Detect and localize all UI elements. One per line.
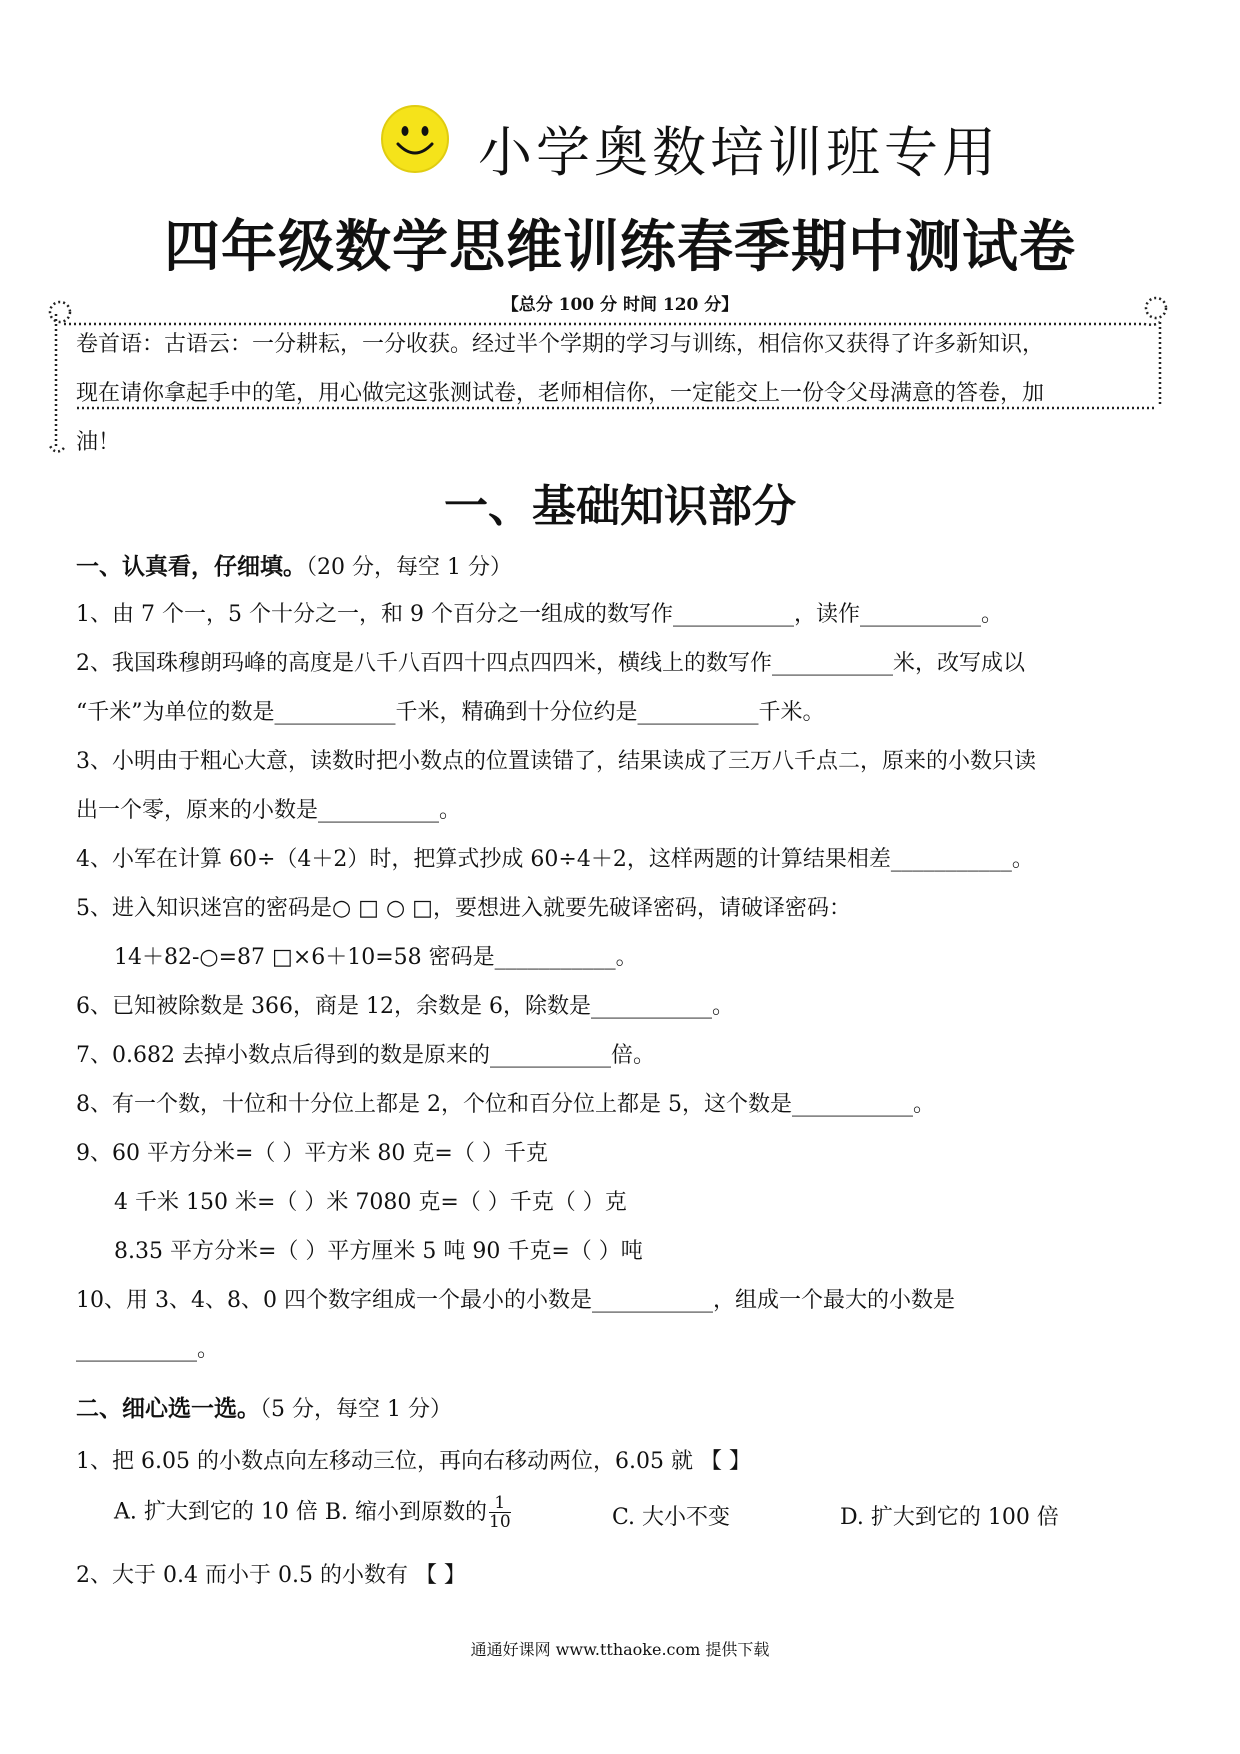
- question-line: 出一个零，原来的小数是___________。: [76, 798, 462, 823]
- question-line: 8、有一个数，十位和十分位上都是 2，个位和百分位上都是 5，这个数是___________。: [76, 1092, 935, 1117]
- intro-line: 油！: [76, 430, 121, 455]
- choice-question-1: 1、把 6.05 的小数点向左移动三位，再向右移动两位，6.05 就 【 】: [76, 1449, 751, 1474]
- part1-note: （20 分，每空 1 分）: [306, 555, 512, 580]
- option-a: A. 扩大到它的 10 倍: [114, 1499, 318, 1525]
- exam-title: 四年级数学思维训练春季期中测试卷: [164, 215, 1076, 280]
- intro-paragraph: [76, 320, 1176, 467]
- question-line: “千米”为单位的数是___________千米，精确到十分位约是___________千米。: [76, 700, 825, 725]
- fraction-denominator: 10: [489, 1512, 511, 1532]
- footer-source: 通通好课网 www.tthaoke.com 提供下载: [470, 1640, 770, 1659]
- part2-note: （5 分，每空 1 分）: [260, 1397, 452, 1422]
- question-line: 9、60 平方分米=（ ）平方米 80 克=（ ）千克: [76, 1141, 548, 1166]
- part2-heading: [76, 1390, 452, 1423]
- question-line: 4、小军在计算 60÷（4＋2）时，把算式抄成 60÷4＋2，这样两题的计算结果相差___________。: [76, 847, 1034, 872]
- part2-title: 二、细心选一选。: [76, 1396, 260, 1422]
- part1-heading: [76, 548, 512, 581]
- fraction-numerator: 1: [494, 1493, 506, 1513]
- intro-line: 现在请你拿起手中的笔，用心做完这张测试卷，老师相信你，一定能交上一份令父母满意的答卷，加: [76, 381, 1045, 406]
- option-c: C. 大小不变: [612, 1505, 731, 1530]
- choice-question-2: 2、大于 0.4 而小于 0.5 的小数有 【 】: [76, 1563, 466, 1588]
- question-line: 6、已知被除数是 366，商是 12，余数是 6，除数是___________。: [76, 994, 734, 1019]
- question-line: 3、小明由于粗心大意，读数时把小数点的位置读错了，结果读成了三万八千点二，原来的小数只读: [76, 749, 1037, 774]
- question-line: 2、我国珠穆朗玛峰的高度是八千八百四十四点四四米，横线上的数写作___________米，改写成以: [76, 651, 1025, 676]
- question-line: 10、用 3、4、8、0 四个数字组成一个最小的小数是___________，组成一个最大的小数是: [76, 1288, 955, 1313]
- smiley-face-icon: [380, 104, 450, 174]
- choice-options: [114, 1494, 513, 1538]
- option-b-text: B. 缩小到原数的: [324, 1499, 488, 1525]
- fraction-one-tenth: [489, 1494, 511, 1531]
- option-b: [324, 1493, 513, 1532]
- question-line: 1、由 7 个一，5 个十分之一，和 9 个百分之一组成的数写作___________，读作___________。: [76, 602, 1003, 627]
- part1-title: 一、认真看，仔细填。: [76, 554, 306, 580]
- question-line: 14＋82-○=87 □×6＋10=58 密码是___________。: [114, 945, 638, 970]
- question-line: 8.35 平方分米=（ ）平方厘米 5 吨 90 千克=（ ）吨: [114, 1239, 643, 1264]
- intro-line: 卷首语：古语云：一分耕耘，一分收获。经过半个学期的学习与训练，相信你又获得了许多新知识，: [76, 332, 1045, 357]
- question-line: 5、进入知识迷宫的密码是○ □ ○ □，要想进入就要先破译密码，请破译密码：: [76, 896, 851, 921]
- question-line: ___________。: [76, 1337, 220, 1362]
- section-title-basics: 一、基础知识部分: [444, 481, 796, 532]
- question-line: 7、0.682 去掉小数点后得到的数是原来的___________倍。: [76, 1043, 655, 1068]
- brand-title: 小学奥数培训班专用: [478, 121, 1000, 184]
- option-d: D. 扩大到它的 100 倍: [840, 1505, 1059, 1530]
- score-time-line: 【总分 100 分 时间 120 分】: [501, 295, 739, 315]
- question-line: 4 千米 150 米=（ ）米 7080 克=（ ）千克（ ）克: [114, 1190, 627, 1215]
